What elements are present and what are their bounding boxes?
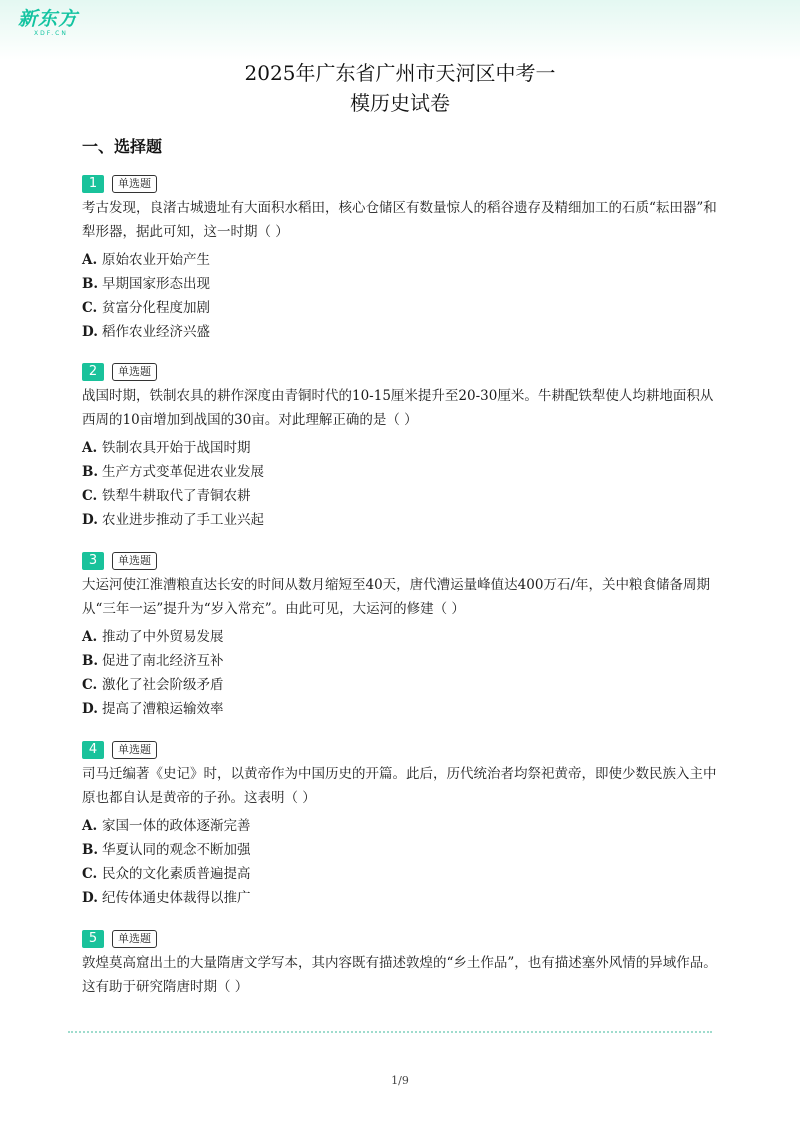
question-type-badge: 单选题 xyxy=(112,741,157,759)
question-type-badge: 单选题 xyxy=(112,175,157,193)
option-text: 贫富分化程度加剧 xyxy=(102,300,210,316)
option-text: 推动了中外贸易发展 xyxy=(102,629,224,645)
option-text: 激化了社会阶级矛盾 xyxy=(102,677,224,693)
option-a[interactable] xyxy=(82,248,722,272)
option-letter: D. xyxy=(82,324,98,340)
logo-text: 新东方 xyxy=(18,8,79,30)
option-text: 原始农业开始产生 xyxy=(102,252,210,268)
question-type-badge: 单选题 xyxy=(112,552,157,570)
option-text: 华夏认同的观念不断加强 xyxy=(102,842,251,858)
option-text: 农业进步推动了手工业兴起 xyxy=(102,512,264,528)
option-letter: C. xyxy=(82,488,98,504)
question-number-badge: 3 xyxy=(82,552,104,570)
option-text: 民众的文化素质普遍提高 xyxy=(102,866,251,882)
option-letter: A. xyxy=(82,818,98,834)
option-letter: C. xyxy=(82,866,98,882)
option-text: 生产方式变革促进农业发展 xyxy=(102,464,264,480)
option-d[interactable] xyxy=(82,320,722,344)
question-number-badge: 4 xyxy=(82,741,104,759)
page-divider xyxy=(68,1031,712,1033)
option-c[interactable] xyxy=(82,484,722,508)
option-d[interactable] xyxy=(82,886,722,910)
page-title-line1: 2025年广东省广州市天河区中考一 xyxy=(244,61,556,85)
option-text: 提高了漕粮运输效率 xyxy=(102,701,224,717)
question-3 xyxy=(82,551,722,721)
option-a[interactable] xyxy=(82,814,722,838)
option-text: 促进了南北经济互补 xyxy=(102,653,224,669)
option-text: 纪传体通史体裁得以推广 xyxy=(102,890,251,906)
option-a[interactable] xyxy=(82,436,722,460)
option-letter: D. xyxy=(82,701,98,717)
page-number: 1/9 xyxy=(391,1074,409,1087)
option-letter: C. xyxy=(82,300,98,316)
option-text: 铁制农具开始于战国时期 xyxy=(102,440,251,456)
question-number-badge: 1 xyxy=(82,175,104,193)
option-c[interactable] xyxy=(82,673,722,697)
option-b[interactable] xyxy=(82,272,722,296)
option-d[interactable] xyxy=(82,697,722,721)
option-c[interactable] xyxy=(82,296,722,320)
section-title: 一、选择题 xyxy=(82,137,163,156)
option-b[interactable] xyxy=(82,649,722,673)
option-b[interactable] xyxy=(82,460,722,484)
question-stem: 敦煌莫高窟出土的大量隋唐文学写本，其内容既有描述敦煌的“乡土作品”，也有描述塞外风情的异域作品。这有助于研究隋唐时期（ ） xyxy=(82,955,717,995)
question-type-badge: 单选题 xyxy=(112,363,157,381)
question-number-badge: 5 xyxy=(82,930,104,948)
option-letter: B. xyxy=(82,842,99,858)
option-letter: D. xyxy=(82,512,98,528)
option-letter: B. xyxy=(82,464,99,480)
option-a[interactable] xyxy=(82,625,722,649)
option-letter: B. xyxy=(82,653,99,669)
option-c[interactable] xyxy=(82,862,722,886)
question-4 xyxy=(82,740,722,910)
question-5 xyxy=(82,929,722,1003)
option-text: 早期国家形态出现 xyxy=(102,276,210,292)
option-letter: C. xyxy=(82,677,98,693)
question-stem: 大运河使江淮漕粮直达长安的时间从数月缩短至40天，唐代漕运量峰值达400万石/年，关中粮食储备周期从“三年一运”提升为“岁入常充”。由此可见，大运河的修建（ ） xyxy=(82,577,710,617)
option-d[interactable] xyxy=(82,508,722,532)
question-stem: 考古发现，良渚古城遗址有大面积水稻田，核心仓储区有数量惊人的稻谷遗存及精细加工的石质“耘田器”和犁形器，据此可知，这一时期（ ） xyxy=(82,200,717,240)
question-type-badge: 单选题 xyxy=(112,930,157,948)
question-stem: 司马迁编著《史记》时，以黄帝作为中国历史的开篇。此后，历代统治者均祭祀黄帝，即使少数民族入主中原也都自认是黄帝的子孙。这表明（ ） xyxy=(82,766,717,806)
option-letter: A. xyxy=(82,629,98,645)
option-letter: A. xyxy=(82,252,98,268)
option-letter: A. xyxy=(82,440,98,456)
question-2 xyxy=(82,362,722,532)
option-letter: D. xyxy=(82,890,98,906)
question-1 xyxy=(82,174,722,344)
logo-subtext: XDF.CN xyxy=(34,30,68,37)
header-band xyxy=(0,0,800,60)
page-title-line2: 模历史试卷 xyxy=(350,91,450,115)
option-text: 铁犁牛耕取代了青铜农耕 xyxy=(102,488,251,504)
question-stem: 战国时期，铁制农具的耕作深度由青铜时代的10-15厘米提升至20-30厘米。牛耕配铁犁使人均耕地面积从西周的10亩增加到战国的30亩。对此理解正确的是（ ） xyxy=(82,388,714,428)
brand-logo xyxy=(18,8,82,42)
option-text: 稻作农业经济兴盛 xyxy=(102,324,210,340)
option-b[interactable] xyxy=(82,838,722,862)
option-letter: B. xyxy=(82,276,99,292)
question-number-badge: 2 xyxy=(82,363,104,381)
option-text: 家国一体的政体逐渐完善 xyxy=(102,818,251,834)
